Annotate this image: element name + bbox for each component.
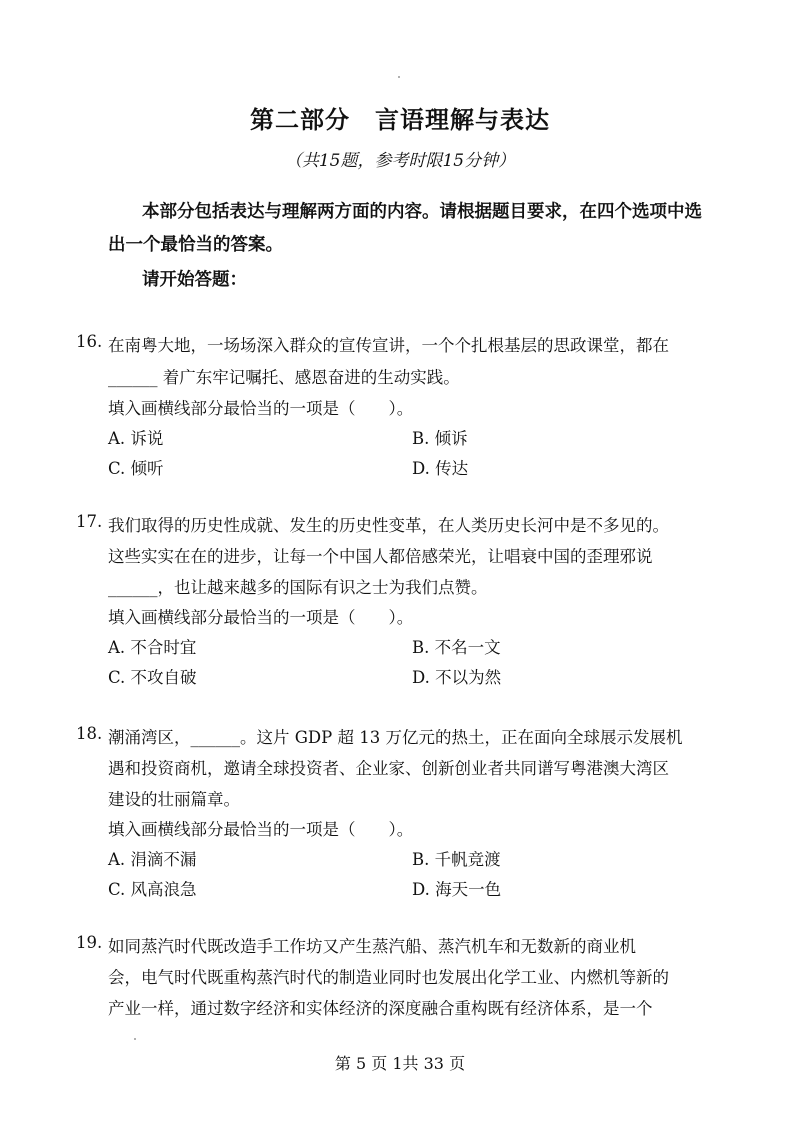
option-b[interactable]: B. 千帆竞渡 — [412, 850, 501, 869]
question-stem-line: 潮涌湾区，______。这片 GDP 超 13 万亿元的热土，正在面向全球展示发展机 — [108, 728, 683, 747]
question-stem-line: ______，也让越来越多的国际有识之士为我们点赞。 — [108, 578, 488, 597]
section-title: 第二部分 言语理解与表达 — [250, 106, 550, 134]
option-c[interactable]: C. 不攻自破 — [108, 668, 197, 687]
question-number: 18. — [76, 724, 103, 743]
scan-speck — [398, 76, 400, 78]
section-subtitle: （共15题，参考时限15分钟） — [284, 151, 516, 171]
question-prompt: 填入画横线部分最恰当的一项是（ ）。 — [108, 608, 414, 627]
question-stem-line: 这些实实在在的进步，让每一个中国人都倍感荣光，让唱衰中国的歪理邪说 — [108, 547, 653, 566]
question-number: 16. — [76, 332, 103, 351]
option-c[interactable]: C. 风高浪急 — [108, 880, 197, 899]
option-a[interactable]: A. 不合时宜 — [108, 638, 197, 657]
question-number: 19. — [76, 933, 103, 952]
scan-speck — [134, 1038, 136, 1040]
question-stem-line: 建设的壮丽篇章。 — [108, 790, 240, 809]
question-stem-line: 如同蒸汽时代既改造手工作坊又产生蒸汽船、蒸汽机车和无数新的商业机 — [108, 937, 636, 956]
option-a[interactable]: A. 诉说 — [108, 429, 164, 448]
option-c[interactable]: C. 倾听 — [108, 459, 164, 478]
page-footer: 第 5 页 1共 33 页 — [334, 1054, 466, 1073]
start-prompt: 请开始答题： — [142, 270, 247, 290]
option-b[interactable]: B. 不名一文 — [412, 638, 501, 657]
option-b[interactable]: B. 倾诉 — [412, 429, 468, 448]
question-prompt: 填入画横线部分最恰当的一项是（ ）。 — [108, 820, 414, 839]
option-d[interactable]: D. 不以为然 — [412, 668, 502, 687]
question-stem-line: 在南粤大地，一场场深入群众的宣传宣讲，一个个扎根基层的思政课堂，都在 — [108, 336, 669, 355]
section-instructions: 本部分包括表达与理解两方面的内容。请根据题目要求，在四个选项中选出一个最恰当的答案。 — [108, 202, 702, 255]
question-stem-line: 会，电气时代既重构蒸汽时代的制造业同时也发展出化学工业、内燃机等新的 — [108, 968, 669, 987]
question-stem-line: 遇和投资商机，邀请全球投资者、企业家、创新创业者共同谱写粤港澳大湾区 — [108, 759, 669, 778]
question-stem-line: 我们取得的历史性成就、发生的历史性变革，在人类历史长河中是不多见的。 — [108, 516, 669, 535]
option-d[interactable]: D. 传达 — [412, 459, 469, 478]
option-a[interactable]: A. 涓滴不漏 — [108, 850, 197, 869]
question-stem-line: ______ 着广东牢记嘱托、感恩奋进的生动实践。 — [108, 368, 460, 387]
question-stem-line: 产业一样，通过数字经济和实体经济的深度融合重构既有经济体系，是一个 — [108, 999, 653, 1018]
option-d[interactable]: D. 海天一色 — [412, 880, 502, 899]
question-number: 17. — [76, 512, 103, 531]
question-prompt: 填入画横线部分最恰当的一项是（ ）。 — [108, 399, 414, 418]
